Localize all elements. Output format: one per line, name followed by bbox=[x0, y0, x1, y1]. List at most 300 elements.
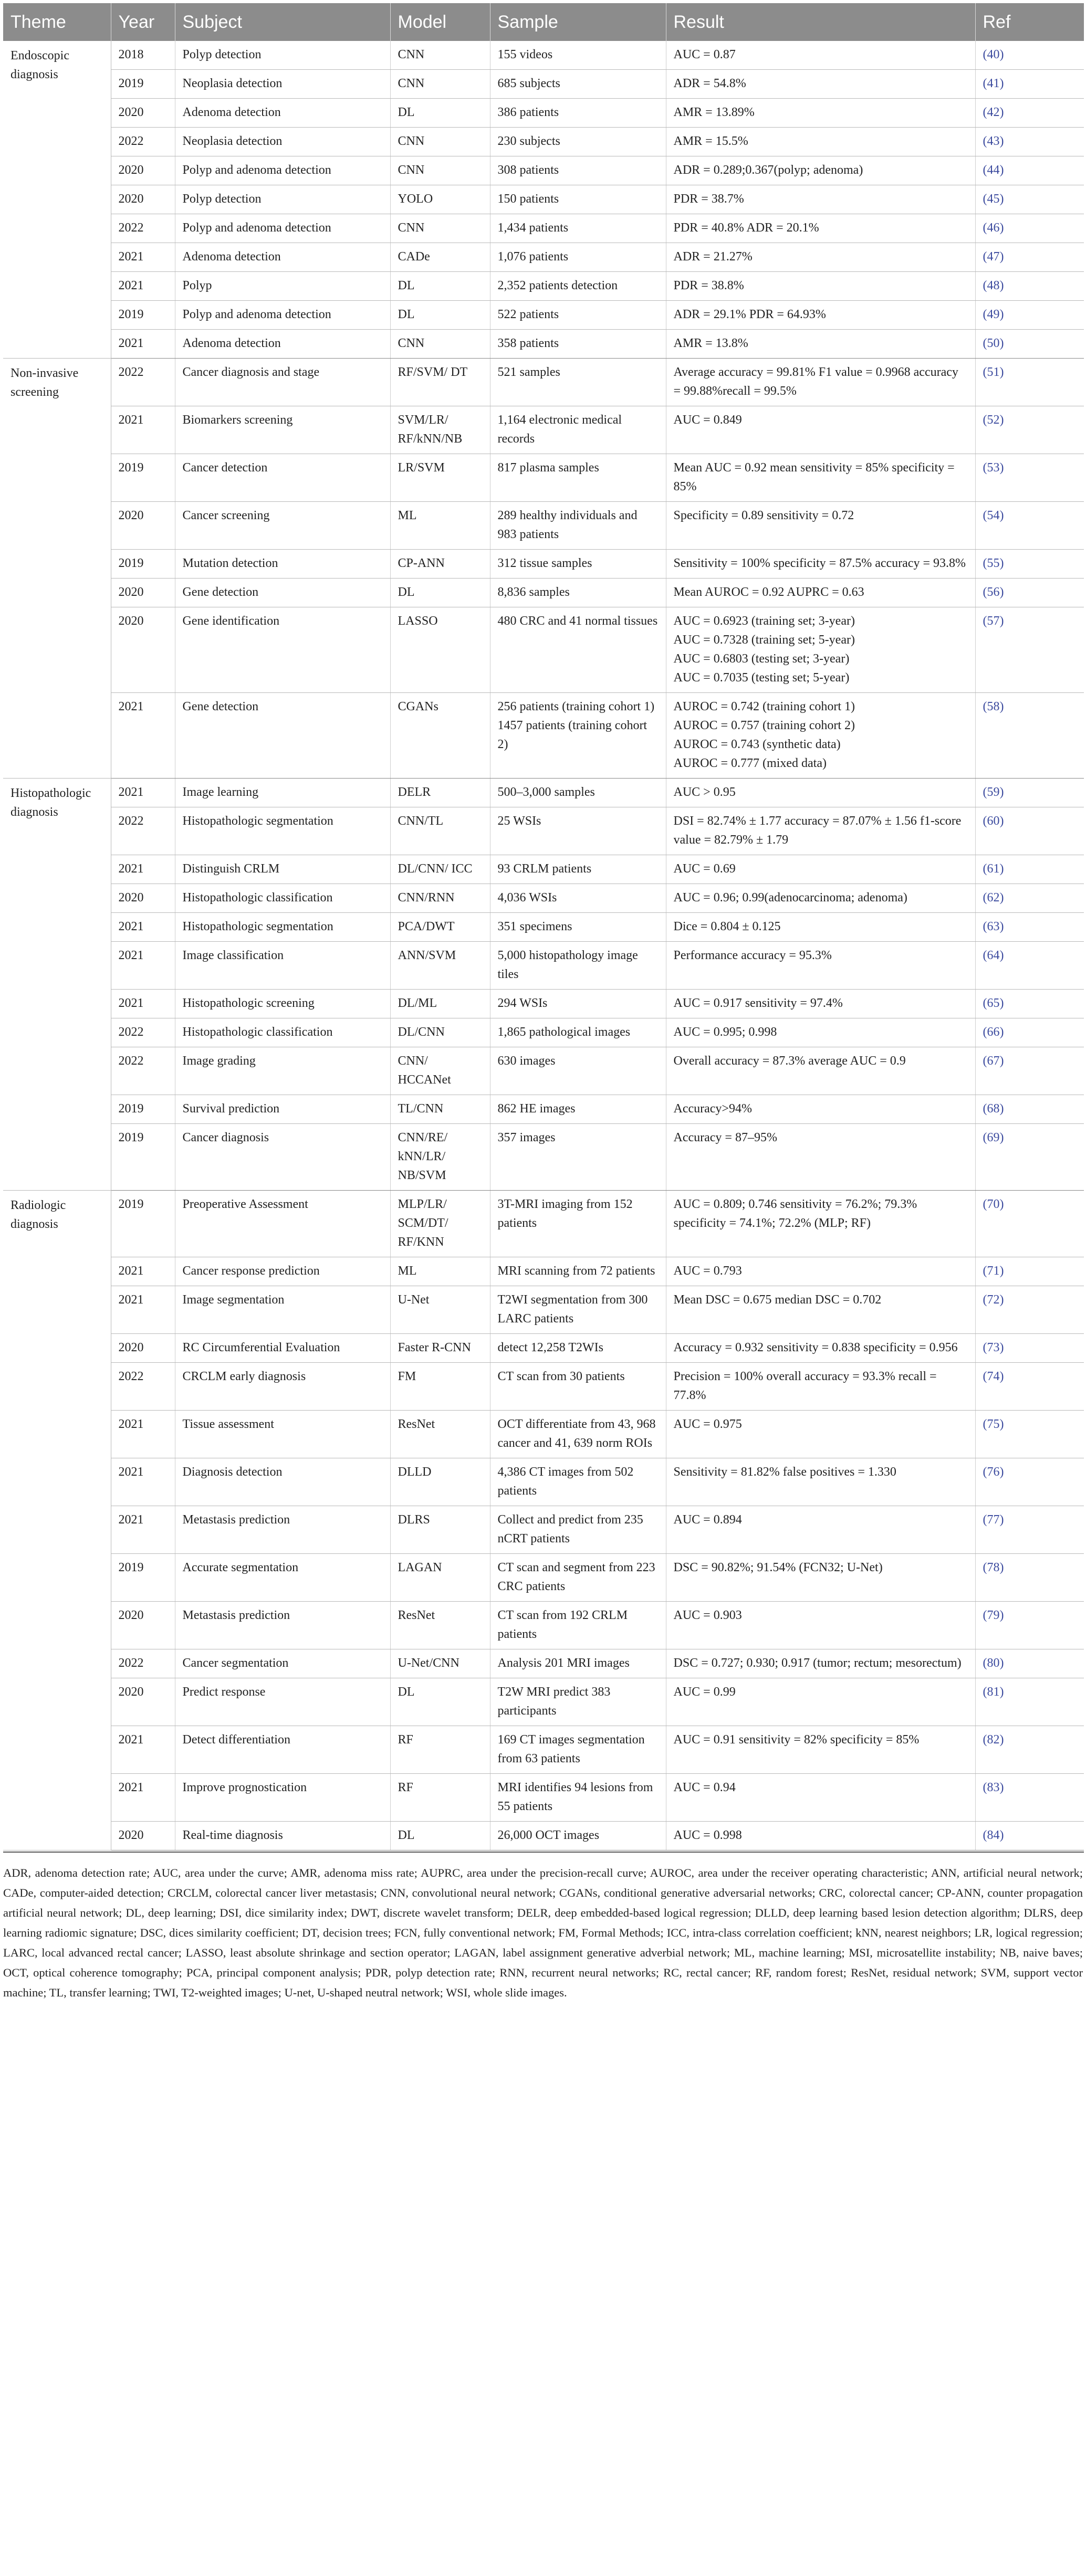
result-cell bbox=[666, 1506, 975, 1554]
subject-cell: Real-time diagnosis bbox=[175, 1822, 390, 1850]
header-subject: Subject bbox=[175, 3, 390, 41]
subject-cell: Predict response bbox=[175, 1678, 390, 1726]
sample-cell: 480 CRC and 41 normal tissues bbox=[490, 607, 666, 693]
ref-link[interactable]: (45) bbox=[975, 185, 1084, 214]
ref-link[interactable]: (56) bbox=[975, 579, 1084, 607]
ref-link[interactable]: (54) bbox=[975, 502, 1084, 550]
ref-link[interactable]: (81) bbox=[975, 1678, 1084, 1726]
result-line: AMR = 13.8% bbox=[673, 337, 748, 350]
result-line: AUC > 0.95 bbox=[673, 785, 736, 799]
ref-link[interactable]: (84) bbox=[975, 1822, 1084, 1850]
result-line: AUC = 0.91 sensitivity = 82% specificity = 85% bbox=[673, 1733, 920, 1747]
sample-cell: 26,000 OCT images bbox=[490, 1822, 666, 1850]
year-cell: 2020 bbox=[111, 502, 175, 550]
sample-cell: 630 images bbox=[490, 1047, 666, 1095]
year-cell: 2020 bbox=[111, 99, 175, 128]
subject-cell: CRCLM early diagnosis bbox=[175, 1363, 390, 1411]
model-cell: CNN/RNN bbox=[390, 884, 490, 913]
model-cell: U-Net/CNN bbox=[390, 1649, 490, 1678]
subject-cell: RC Circumferential Evaluation bbox=[175, 1334, 390, 1363]
sample-cell: 357 images bbox=[490, 1124, 666, 1191]
ref-link[interactable]: (48) bbox=[975, 272, 1084, 301]
sample-cell: 1,434 patients bbox=[490, 214, 666, 243]
result-cell bbox=[666, 243, 975, 272]
year-cell: 2021 bbox=[111, 1726, 175, 1774]
result-line: AUROC = 0.742 (training cohort 1) bbox=[673, 700, 855, 713]
table-row bbox=[3, 454, 1084, 502]
result-line: AUC = 0.7035 (testing set; 5-year) bbox=[673, 671, 850, 685]
model-cell: RF bbox=[390, 1726, 490, 1774]
result-line: AUC = 0.849 bbox=[673, 413, 742, 427]
result-line: DSI = 82.74% ± 1.77 accuracy = 87.07% ± 1.56 f1-score value = 82.79% ± 1.79 bbox=[673, 814, 962, 847]
year-cell: 2019 bbox=[111, 70, 175, 99]
result-line: ADR = 54.8% bbox=[673, 77, 746, 90]
ref-link[interactable]: (40) bbox=[975, 41, 1084, 70]
result-line: Sensitivity = 100% specificity = 87.5% accuracy = 93.8% bbox=[673, 556, 966, 570]
sample-cell: 358 patients bbox=[490, 330, 666, 359]
sample-cell: 294 WSIs bbox=[490, 990, 666, 1018]
year-cell: 2022 bbox=[111, 359, 175, 406]
sample-cell: 25 WSIs bbox=[490, 807, 666, 855]
table-row bbox=[3, 272, 1084, 301]
ref-link[interactable]: (72) bbox=[975, 1286, 1084, 1334]
ref-link[interactable]: (58) bbox=[975, 693, 1084, 779]
table-row bbox=[3, 41, 1084, 70]
year-cell: 2021 bbox=[111, 243, 175, 272]
result-cell bbox=[666, 214, 975, 243]
table-body bbox=[3, 41, 1084, 1850]
sample-cell: 1,164 electronic medical records bbox=[490, 406, 666, 454]
result-line: ADR = 29.1% PDR = 64.93% bbox=[673, 308, 826, 321]
result-line: PDR = 38.7% bbox=[673, 192, 744, 206]
ref-link[interactable]: (68) bbox=[975, 1095, 1084, 1124]
ref-link[interactable]: (69) bbox=[975, 1124, 1084, 1191]
year-cell: 2022 bbox=[111, 1363, 175, 1411]
subject-cell: Image learning bbox=[175, 779, 390, 807]
subject-cell: Polyp and adenoma detection bbox=[175, 156, 390, 185]
result-line: Accuracy = 0.932 sensitivity = 0.838 specificity = 0.956 bbox=[673, 1341, 958, 1354]
result-cell bbox=[666, 1334, 975, 1363]
sample-cell: 522 patients bbox=[490, 301, 666, 330]
ref-link[interactable]: (43) bbox=[975, 128, 1084, 156]
ref-link[interactable]: (67) bbox=[975, 1047, 1084, 1095]
result-cell bbox=[666, 579, 975, 607]
subject-cell: Accurate segmentation bbox=[175, 1554, 390, 1602]
subject-cell: Gene identification bbox=[175, 607, 390, 693]
result-cell bbox=[666, 1602, 975, 1649]
sample-cell: 1,076 patients bbox=[490, 243, 666, 272]
year-cell: 2020 bbox=[111, 1822, 175, 1850]
result-line: AMR = 13.89% bbox=[673, 106, 755, 119]
table-row bbox=[3, 185, 1084, 214]
sample-cell: 169 CT images segmentation from 63 patients bbox=[490, 1726, 666, 1774]
result-line: AUC = 0.998 bbox=[673, 1828, 742, 1842]
result-cell bbox=[666, 942, 975, 990]
result-line: Mean AUC = 0.92 mean sensitivity = 85% specificity = 85% bbox=[673, 461, 955, 493]
ref-link[interactable]: (73) bbox=[975, 1334, 1084, 1363]
ref-link[interactable]: (74) bbox=[975, 1363, 1084, 1411]
table-row bbox=[3, 156, 1084, 185]
result-line: AUC = 0.7328 (training set; 5-year) bbox=[673, 633, 855, 647]
table-row bbox=[3, 70, 1084, 99]
table-row bbox=[3, 1191, 1084, 1257]
header-theme: Theme bbox=[3, 3, 111, 41]
subject-cell: Neoplasia detection bbox=[175, 70, 390, 99]
result-cell bbox=[666, 1822, 975, 1850]
ref-link[interactable]: (77) bbox=[975, 1506, 1084, 1554]
subject-cell: Diagnosis detection bbox=[175, 1458, 390, 1506]
ref-link[interactable]: (60) bbox=[975, 807, 1084, 855]
ref-link[interactable]: (51) bbox=[975, 359, 1084, 406]
subject-cell: Adenoma detection bbox=[175, 99, 390, 128]
model-cell: ML bbox=[390, 502, 490, 550]
header-model: Model bbox=[390, 3, 490, 41]
ref-link[interactable]: (63) bbox=[975, 913, 1084, 942]
model-cell: RF bbox=[390, 1774, 490, 1822]
result-cell bbox=[666, 855, 975, 884]
result-cell bbox=[666, 1018, 975, 1047]
ai-colorectal-table bbox=[3, 3, 1084, 1850]
result-cell bbox=[666, 1649, 975, 1678]
ref-link[interactable]: (78) bbox=[975, 1554, 1084, 1602]
result-cell bbox=[666, 1411, 975, 1458]
result-cell bbox=[666, 99, 975, 128]
table-row bbox=[3, 1602, 1084, 1649]
ref-link[interactable]: (47) bbox=[975, 243, 1084, 272]
result-line: AUROC = 0.777 (mixed data) bbox=[673, 756, 827, 770]
subject-cell: Polyp and adenoma detection bbox=[175, 301, 390, 330]
sample-cell: 150 patients bbox=[490, 185, 666, 214]
model-cell: TL/CNN bbox=[390, 1095, 490, 1124]
subject-cell: Cancer detection bbox=[175, 454, 390, 502]
ref-link[interactable]: (55) bbox=[975, 550, 1084, 579]
year-cell: 2021 bbox=[111, 1411, 175, 1458]
model-cell: ResNet bbox=[390, 1602, 490, 1649]
subject-cell: Histopathologic segmentation bbox=[175, 807, 390, 855]
result-cell bbox=[666, 1774, 975, 1822]
subject-cell: Polyp detection bbox=[175, 185, 390, 214]
year-cell: 2022 bbox=[111, 214, 175, 243]
result-line: AUC = 0.975 bbox=[673, 1417, 742, 1431]
table-row bbox=[3, 607, 1084, 693]
model-cell: CP-ANN bbox=[390, 550, 490, 579]
subject-cell: Polyp detection bbox=[175, 41, 390, 70]
result-cell bbox=[666, 272, 975, 301]
sample-cell: CT scan from 30 patients bbox=[490, 1363, 666, 1411]
year-cell: 2019 bbox=[111, 1554, 175, 1602]
result-line: Accuracy = 87–95% bbox=[673, 1131, 777, 1144]
year-cell: 2021 bbox=[111, 913, 175, 942]
year-cell: 2019 bbox=[111, 1124, 175, 1191]
table-header-row bbox=[3, 3, 1084, 41]
ref-link[interactable]: (62) bbox=[975, 884, 1084, 913]
subject-cell: Cancer segmentation bbox=[175, 1649, 390, 1678]
sample-cell: 500–3,000 samples bbox=[490, 779, 666, 807]
table-row bbox=[3, 942, 1084, 990]
ref-link[interactable]: (75) bbox=[975, 1411, 1084, 1458]
result-line: AUC = 0.96; 0.99(adenocarcinoma; adenoma) bbox=[673, 891, 907, 905]
table-row bbox=[3, 99, 1084, 128]
ref-link[interactable]: (57) bbox=[975, 607, 1084, 693]
result-line: DSC = 0.727; 0.930; 0.917 (tumor; rectum; mesorectum) bbox=[673, 1656, 962, 1670]
sample-cell: 8,836 samples bbox=[490, 579, 666, 607]
model-cell: CNN/RE/ kNN/LR/ NB/SVM bbox=[390, 1124, 490, 1191]
result-cell bbox=[666, 607, 975, 693]
sample-cell: 256 patients (training cohort 1) 1457 patients (training cohort 2) bbox=[490, 693, 666, 779]
year-cell: 2020 bbox=[111, 884, 175, 913]
model-cell: CNN bbox=[390, 128, 490, 156]
model-cell: DELR bbox=[390, 779, 490, 807]
year-cell: 2021 bbox=[111, 1506, 175, 1554]
model-cell: ResNet bbox=[390, 1411, 490, 1458]
subject-cell: Adenoma detection bbox=[175, 330, 390, 359]
subject-cell: Image classification bbox=[175, 942, 390, 990]
result-cell bbox=[666, 1726, 975, 1774]
year-cell: 2021 bbox=[111, 1257, 175, 1286]
result-line: AUC = 0.793 bbox=[673, 1264, 742, 1278]
sample-cell: 351 specimens bbox=[490, 913, 666, 942]
result-cell bbox=[666, 502, 975, 550]
year-cell: 2020 bbox=[111, 156, 175, 185]
sample-cell: 1,865 pathological images bbox=[490, 1018, 666, 1047]
model-cell: LASSO bbox=[390, 607, 490, 693]
header-ref: Ref bbox=[975, 3, 1084, 41]
model-cell: LAGAN bbox=[390, 1554, 490, 1602]
result-line: Precision = 100% overall accuracy = 93.3% recall = 77.8% bbox=[673, 1370, 937, 1402]
subject-cell: Cancer diagnosis and stage bbox=[175, 359, 390, 406]
result-cell bbox=[666, 990, 975, 1018]
ref-link[interactable]: (49) bbox=[975, 301, 1084, 330]
result-cell bbox=[666, 185, 975, 214]
year-cell: 2020 bbox=[111, 607, 175, 693]
year-cell: 2022 bbox=[111, 1047, 175, 1095]
model-cell: LR/SVM bbox=[390, 454, 490, 502]
sample-cell: CT scan from 192 CRLM patients bbox=[490, 1602, 666, 1649]
subject-cell: Histopathologic segmentation bbox=[175, 913, 390, 942]
year-cell: 2021 bbox=[111, 855, 175, 884]
year-cell: 2019 bbox=[111, 550, 175, 579]
subject-cell: Metastasis prediction bbox=[175, 1602, 390, 1649]
ref-link[interactable]: (79) bbox=[975, 1602, 1084, 1649]
table-row bbox=[3, 1774, 1084, 1822]
year-cell: 2019 bbox=[111, 454, 175, 502]
table-row bbox=[3, 1286, 1084, 1334]
result-cell bbox=[666, 41, 975, 70]
table-row bbox=[3, 1726, 1084, 1774]
result-cell bbox=[666, 1554, 975, 1602]
table-row bbox=[3, 330, 1084, 359]
year-cell: 2019 bbox=[111, 1095, 175, 1124]
theme-cell: Radiologic diagnosis bbox=[3, 1191, 111, 1850]
result-line: AUC = 0.6923 (training set; 3-year) bbox=[673, 614, 855, 628]
sample-cell: 155 videos bbox=[490, 41, 666, 70]
model-cell: CGANs bbox=[390, 693, 490, 779]
year-cell: 2022 bbox=[111, 1649, 175, 1678]
result-line: AUC = 0.94 bbox=[673, 1781, 736, 1794]
table-row bbox=[3, 128, 1084, 156]
model-cell: FM bbox=[390, 1363, 490, 1411]
year-cell: 2020 bbox=[111, 579, 175, 607]
table-row bbox=[3, 1822, 1084, 1850]
year-cell: 2020 bbox=[111, 185, 175, 214]
model-cell: CADe bbox=[390, 243, 490, 272]
result-cell bbox=[666, 1678, 975, 1726]
model-cell: DL/CNN bbox=[390, 1018, 490, 1047]
table-row bbox=[3, 1458, 1084, 1506]
sample-cell: T2WI segmentation from 300 LARC patients bbox=[490, 1286, 666, 1334]
year-cell: 2018 bbox=[111, 41, 175, 70]
sample-cell: MRI scanning from 72 patients bbox=[490, 1257, 666, 1286]
result-cell bbox=[666, 1124, 975, 1191]
model-cell: MLP/LR/ SCM/DT/ RF/KNN bbox=[390, 1191, 490, 1257]
header-result: Result bbox=[666, 3, 975, 41]
model-cell: DL bbox=[390, 579, 490, 607]
year-cell: 2020 bbox=[111, 1602, 175, 1649]
year-cell: 2022 bbox=[111, 1018, 175, 1047]
model-cell: DLLD bbox=[390, 1458, 490, 1506]
sample-cell: 862 HE images bbox=[490, 1095, 666, 1124]
subject-cell: Biomarkers screening bbox=[175, 406, 390, 454]
ref-link[interactable]: (65) bbox=[975, 990, 1084, 1018]
result-cell bbox=[666, 330, 975, 359]
result-line: Mean AUROC = 0.92 AUPRC = 0.63 bbox=[673, 585, 864, 599]
result-line: Dice = 0.804 ± 0.125 bbox=[673, 920, 781, 933]
sample-cell: 4,386 CT images from 502 patients bbox=[490, 1458, 666, 1506]
table-row bbox=[3, 406, 1084, 454]
subject-cell: Cancer screening bbox=[175, 502, 390, 550]
ref-link[interactable]: (46) bbox=[975, 214, 1084, 243]
model-cell: DL bbox=[390, 301, 490, 330]
sample-cell: 685 subjects bbox=[490, 70, 666, 99]
subject-cell: Image segmentation bbox=[175, 1286, 390, 1334]
table-row bbox=[3, 1411, 1084, 1458]
model-cell: CNN bbox=[390, 330, 490, 359]
year-cell: 2021 bbox=[111, 1774, 175, 1822]
result-line: Accuracy>94% bbox=[673, 1102, 752, 1116]
result-cell bbox=[666, 156, 975, 185]
ref-link[interactable]: (50) bbox=[975, 330, 1084, 359]
table-row bbox=[3, 243, 1084, 272]
ref-link[interactable]: (71) bbox=[975, 1257, 1084, 1286]
sample-cell: T2W MRI predict 383 participants bbox=[490, 1678, 666, 1726]
ref-link[interactable]: (52) bbox=[975, 406, 1084, 454]
result-line: AUC = 0.99 bbox=[673, 1685, 736, 1699]
model-cell: CNN bbox=[390, 41, 490, 70]
table-row bbox=[3, 913, 1084, 942]
result-line: ADR = 0.289;0.367(polyp; adenoma) bbox=[673, 163, 863, 177]
year-cell: 2021 bbox=[111, 1458, 175, 1506]
sample-cell: MRI identifies 94 lesions from 55 patients bbox=[490, 1774, 666, 1822]
model-cell: ML bbox=[390, 1257, 490, 1286]
result-cell bbox=[666, 359, 975, 406]
ref-link[interactable]: (66) bbox=[975, 1018, 1084, 1047]
subject-cell: Polyp bbox=[175, 272, 390, 301]
ref-link[interactable]: (53) bbox=[975, 454, 1084, 502]
table-row bbox=[3, 1047, 1084, 1095]
model-cell: DL bbox=[390, 99, 490, 128]
subject-cell: Histopathologic classification bbox=[175, 884, 390, 913]
year-cell: 2021 bbox=[111, 406, 175, 454]
subject-cell: Metastasis prediction bbox=[175, 1506, 390, 1554]
model-cell: ANN/SVM bbox=[390, 942, 490, 990]
table-row bbox=[3, 1095, 1084, 1124]
year-cell: 2020 bbox=[111, 1334, 175, 1363]
ref-link[interactable]: (83) bbox=[975, 1774, 1084, 1822]
model-cell: DL/ML bbox=[390, 990, 490, 1018]
sample-cell: 312 tissue samples bbox=[490, 550, 666, 579]
result-line: PDR = 38.8% bbox=[673, 279, 744, 292]
subject-cell: Neoplasia detection bbox=[175, 128, 390, 156]
result-line: AUROC = 0.757 (training cohort 2) bbox=[673, 719, 855, 732]
data-table-wrapper bbox=[3, 3, 1084, 1850]
ref-link[interactable]: (76) bbox=[975, 1458, 1084, 1506]
subject-cell: Detect differentiation bbox=[175, 1726, 390, 1774]
subject-cell: Cancer diagnosis bbox=[175, 1124, 390, 1191]
table-row bbox=[3, 550, 1084, 579]
year-cell: 2021 bbox=[111, 990, 175, 1018]
sample-cell: CT scan and segment from 223 CRC patients bbox=[490, 1554, 666, 1602]
result-line: Sensitivity = 81.82% false positives = 1.330 bbox=[673, 1465, 896, 1479]
result-line: Overall accuracy = 87.3% average AUC = 0.9 bbox=[673, 1054, 906, 1068]
table-row bbox=[3, 214, 1084, 243]
year-cell: 2021 bbox=[111, 693, 175, 779]
model-cell: DL bbox=[390, 1678, 490, 1726]
sample-cell: Analysis 201 MRI images bbox=[490, 1649, 666, 1678]
table-row bbox=[3, 990, 1084, 1018]
result-cell bbox=[666, 1095, 975, 1124]
ref-link[interactable]: (82) bbox=[975, 1726, 1084, 1774]
ref-link[interactable]: (41) bbox=[975, 70, 1084, 99]
ref-link[interactable]: (64) bbox=[975, 942, 1084, 990]
table-row bbox=[3, 502, 1084, 550]
table-row bbox=[3, 884, 1084, 913]
model-cell: CNN bbox=[390, 70, 490, 99]
ref-link[interactable]: (70) bbox=[975, 1191, 1084, 1257]
year-cell: 2021 bbox=[111, 779, 175, 807]
subject-cell: Histopathologic classification bbox=[175, 1018, 390, 1047]
ref-link[interactable]: (44) bbox=[975, 156, 1084, 185]
result-cell bbox=[666, 454, 975, 502]
ref-link[interactable]: (61) bbox=[975, 855, 1084, 884]
table-row bbox=[3, 1018, 1084, 1047]
ref-link[interactable]: (42) bbox=[975, 99, 1084, 128]
ref-link[interactable]: (80) bbox=[975, 1649, 1084, 1678]
sample-cell: 4,036 WSIs bbox=[490, 884, 666, 913]
theme-cell: Histopathologic diagnosis bbox=[3, 779, 111, 1191]
sample-cell: 3T-MRI imaging from 152 patients bbox=[490, 1191, 666, 1257]
sample-cell: 230 subjects bbox=[490, 128, 666, 156]
abbreviations-footnote: ADR, adenoma detection rate; AUC, area under the curve; AMR, adenoma miss rate; AUPRC, area under the precision-recall curve; AUROC, area under the receiver operating characteristic; ANN, artificial neural network; CADe, computer-aided detection; CRCLM, colorectal cancer liver metastasis; CNN, convolutional neural network; CGANs, conditional generative adversarial networks; CRC, colorectal cancer; CP-ANN, counter propagation artificial neural network; DL, deep learning; DSI, dice similarity index; DWT, discrete wavelet transform; DELR, deep embedded-based logical regression; DLLD, deep learning based lesion detection algorithm; DLRS, deep learning radiomic signature; DSC, dices similarity coefficient; DT, decision trees; FCN, fully conventional network; FM, Formal Methods; ICC, intra-class correlation coefficient; kNN, nearest neighbors; LR, logical regression; LARC, local advanced rectal cancer; LASSO, least absolute shrinkage and section operator; LAGAN, label assignment generative adverbial network; ML, machine learning; MSI, microsatellite instability; NB, naive baves; OCT, optical coherence tomography; PCA, principal component analysis; PDR, polyp detection rate; RNN, recurrent neural networks; RC, rectal cancer; RF, random forest; ResNet, residual network; SVM, support vector machine; TL, transfer learning; TWI, T2-weighted images; U-net, U-shaped neutral network; WSI, whole slide images. bbox=[3, 1866, 1083, 1999]
ref-link[interactable]: (59) bbox=[975, 779, 1084, 807]
subject-cell: Tissue assessment bbox=[175, 1411, 390, 1458]
result-cell bbox=[666, 693, 975, 779]
model-cell: CNN bbox=[390, 214, 490, 243]
year-cell: 2021 bbox=[111, 1286, 175, 1334]
result-cell bbox=[666, 807, 975, 855]
model-cell: DL bbox=[390, 272, 490, 301]
year-cell: 2021 bbox=[111, 272, 175, 301]
model-cell: DL/CNN/ ICC bbox=[390, 855, 490, 884]
table-row bbox=[3, 579, 1084, 607]
table-row bbox=[3, 807, 1084, 855]
table-row bbox=[3, 1124, 1084, 1191]
model-cell: DL bbox=[390, 1822, 490, 1850]
subject-cell: Gene detection bbox=[175, 579, 390, 607]
theme-cell: Non-invasive screening bbox=[3, 359, 111, 779]
model-cell: YOLO bbox=[390, 185, 490, 214]
table-row bbox=[3, 693, 1084, 779]
sample-cell: Collect and predict from 235 nCRT patients bbox=[490, 1506, 666, 1554]
